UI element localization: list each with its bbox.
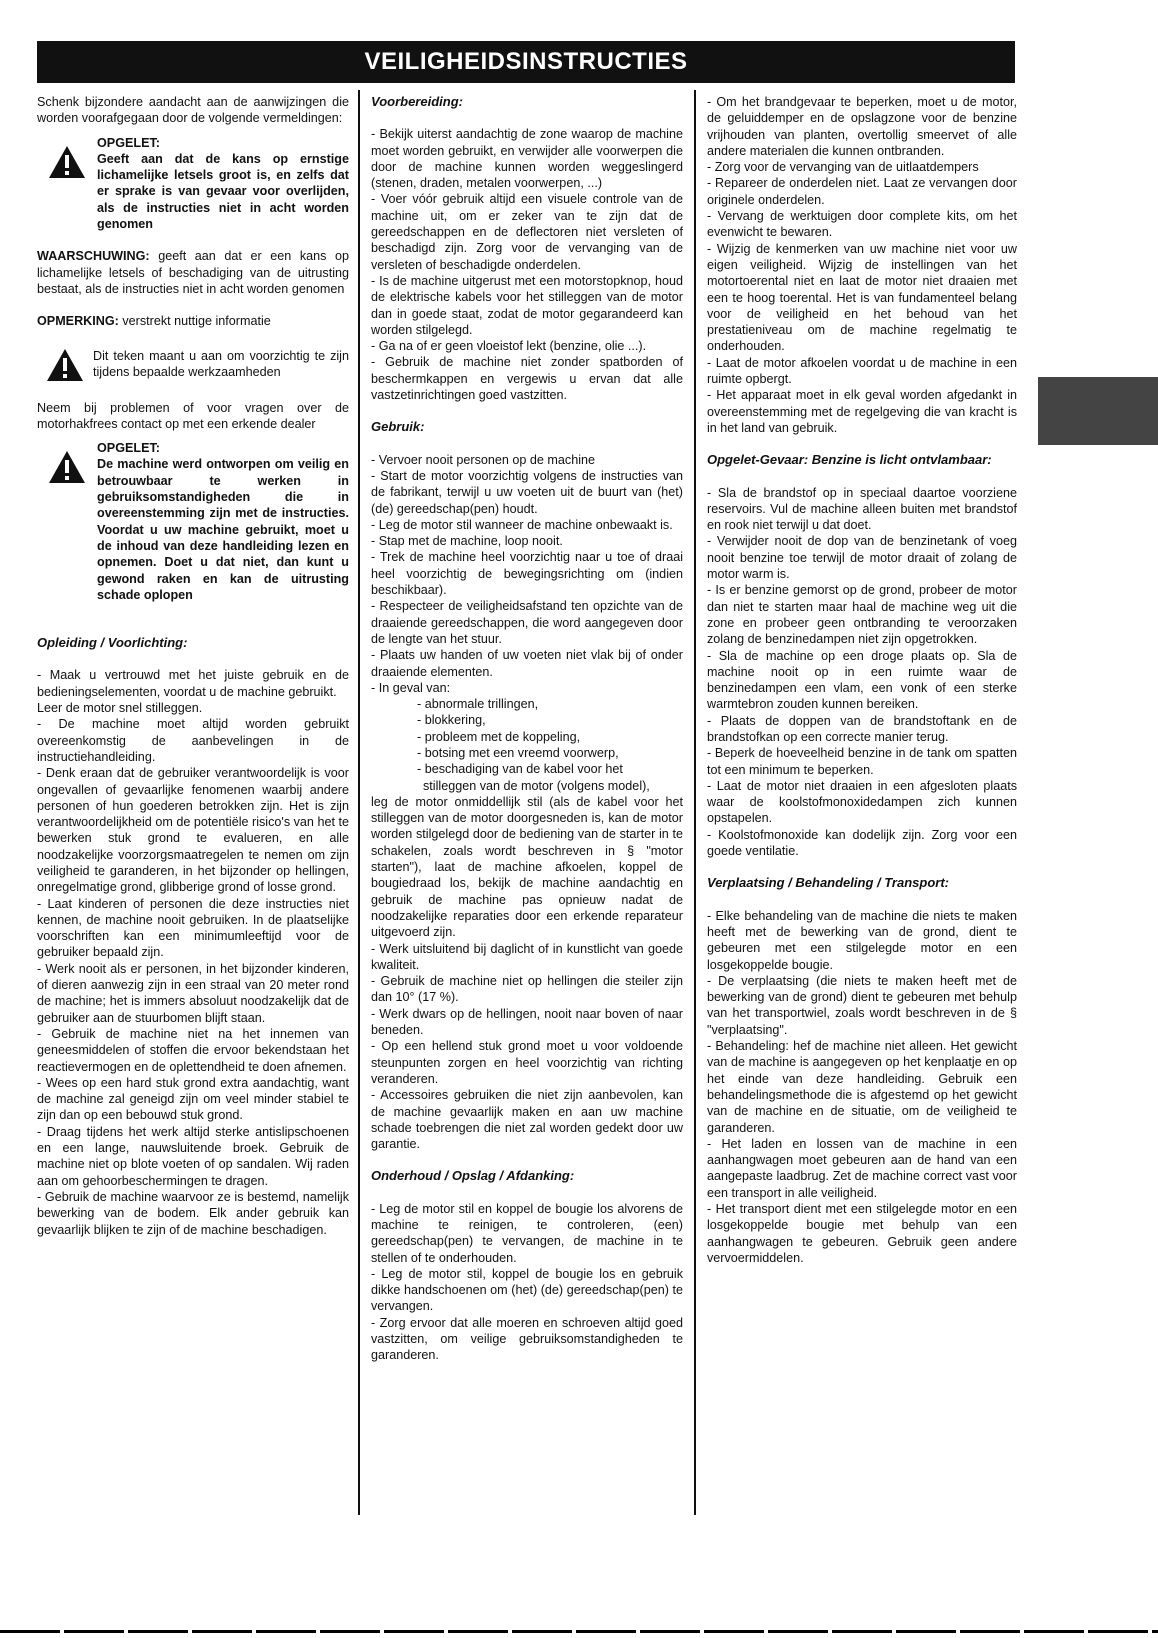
paragraph: Leer de motor snel stilleggen. bbox=[37, 701, 203, 716]
paragraph: - Sla de brandstof op in speciaal daartoe voorziene reservoirs. Vul de machine alleen buiten met brandstof en rook niet terwijl u dat doet. bbox=[707, 485, 1017, 533]
paragraph: - Stap met de machine, loop nooit. bbox=[371, 534, 563, 549]
section-heading-verplaatsing: Verplaatsing / Behandeling / Transport: bbox=[707, 875, 949, 891]
paragraph: - Plaats uw handen of uw voeten niet vlak bij of onder draaiende elementen. bbox=[371, 648, 683, 679]
paragraph: - Vervang de werktuigen door complete kits, om het evenwicht te bewaren. bbox=[707, 209, 1017, 240]
paragraph: - Accessoires gebruiken die niet zijn aanbevolen, kan de machine gevaarlijk maken en aan uw machine schade toebrengen die niet zal worden gedekt door uw garantie. bbox=[371, 1088, 683, 1152]
opleiding-list bbox=[37, 667, 349, 1237]
sub-item: - beschadiging van de kabel voor het bbox=[417, 762, 623, 777]
paragraph: - Gebruik de machine waarvoor ze is bestemd, namelijk bewerking van de bodem. Elk ander gebruik kan gevaarlijk blijken te zijn of de machine beschadigen. bbox=[37, 1189, 349, 1237]
paragraph: - Ga na of er geen vloeistof lekt (benzine, olie ...). bbox=[371, 339, 647, 354]
opmerking-text bbox=[37, 313, 349, 329]
paragraph: - Werk dwars op de hellingen, nooit naar boven of naar beneden. bbox=[371, 1006, 683, 1038]
waarschuwing-text bbox=[37, 248, 349, 297]
paragraph: - Leg de motor stil, koppel de bougie los en gebruik dikke handschoenen om (het) (de) gereedschap(pen) te vervangen. bbox=[371, 1266, 683, 1314]
verplaatsing-list bbox=[707, 908, 1017, 1267]
paragraph: - Werk nooit als er personen, in het bijzonder kinderen, of dieren aanwezig zijn in een straal van 20 meter rond de machine; het is immers absoluut noodzakelijk dat de gebruiker aan de stuurbomen blijft staan. bbox=[37, 961, 349, 1025]
paragraph: - Het apparaat moet in elk geval worden afgedankt in overeenstemming met de regelgeving die van kracht is in het land van gebruik. bbox=[707, 388, 1017, 435]
paragraph: - Behandeling: hef de machine niet alleen. Het gewicht van de machine is aangegeven op het kenplaatje en op het einde van deze handleiding. Gebruik een behandelingsmethode die is afgestemd op het gewicht van de machine en de situatie, om de veiligheid te garanderen. bbox=[707, 1039, 1017, 1135]
gebruik-list bbox=[371, 452, 683, 1153]
paragraph: - Verwijder nooit de dop van de benzinetank of voeg nooit benzine toe terwijl de motor draait of zolang de motor warm is. bbox=[707, 534, 1017, 582]
waarschuwing-label: WAARSCHUWING: bbox=[37, 249, 150, 264]
warning-text: De machine werd ontworpen om veilig en betrouwbaar te werken in gebruiksomstandigheden die in overeenstemming zijn met de instructies. Voordat u uw machine gebruikt, moet u de inhoud van deze handleiding lezen en opnemen. Doet u dat niet, dan kunt u gewond raken en kan de uitrusting schade oplopen bbox=[97, 457, 349, 602]
paragraph: - Bekijk uiterst aandachtig de zone waarop de machine moet worden gebruikt, en verwijder alle voorwerpen die door de machine kunnen worden weggeslingerd (stenen, draden, metalen voorwerpen, ...) bbox=[371, 127, 683, 191]
sub-item: - botsing met een vreemd voorwerp, bbox=[417, 745, 619, 760]
warning-block-1 bbox=[37, 135, 349, 233]
paragraph: - De verplaatsing (die niets te maken heeft met de bewerking van de grond) dient te gebeuren met behulp van het transportwiel, zoals wordt beschreven in de § "verplaatsing". bbox=[707, 973, 1017, 1037]
paragraph: - Leg de motor stil wanneer de machine onbewaakt is. bbox=[371, 517, 673, 532]
paragraph: - Gebruik de machine niet na het innemen van geneesmiddelen of stoffen die ervoor bekendstaan het reactievermogen en de oplettendheid te doen afnemen. bbox=[37, 1026, 349, 1074]
warning-triangle-icon bbox=[37, 135, 97, 189]
paragraph: leg de motor onmiddellijk stil (als de kabel voor het stilleggen van de motor doorgesneden is, kan de motor worden stilgelegd door de bediening van de starter in te schakelen, zoals wordt beschreven in § "motor starten"), laat de machine afkoelen, koppel de bougiedraad los, bekijk de machine aandachtig en gebruik de machine pas opnieuw nadat de noodzakelijke reparaties door een erkende reparateur uitgevoerd zijn. bbox=[371, 794, 683, 940]
section-heading-onderhoud: Onderhoud / Opslag / Afdanking: bbox=[371, 1168, 575, 1184]
page-title: VEILIGHEIDSINSTRUCTIES bbox=[37, 41, 1015, 83]
paragraph: - Het transport dient met een stilgelegde motor en een losgekoppelde bougie met behulp van een aanhangwagen te gebeuren. Gebruik geen andere vervoermiddelen. bbox=[707, 1202, 1017, 1265]
paragraph: - Sla de machine op een droge plaats op. Sla de machine nooit op in een ruimte waar de benzinedampen een vlam, een vonk of een sterke warmtebron zouden kunnen bereiken. bbox=[707, 648, 1017, 712]
section-heading-gebruik: Gebruik: bbox=[371, 419, 425, 435]
column-3 bbox=[707, 94, 1017, 1266]
paragraph: - Draag tijdens het werk altijd sterke antislipschoenen en een lange, nauwsluitende broek. Gebruik de machine niet op blote voeten of op sandalen. Wij raden aan om gehoorbeschermingen te dragen. bbox=[37, 1124, 349, 1188]
warning-text: Geeft aan dat de kans op ernstige lichamelijke letsels groot is, en zelfs dat er sprake is van gevaar voor overlijden, als de instructies niet in acht worden genomen bbox=[97, 151, 349, 232]
paragraph: - Repareer de onderdelen niet. Laat ze vervangen door originele onderdelen. bbox=[707, 176, 1017, 207]
warning-block-2 bbox=[37, 440, 349, 603]
benzine-list bbox=[707, 485, 1017, 860]
paragraph: - Op een hellend stuk grond moet u voor voldoende steunpunten zorgen en heel voorzichtig van richting veranderen. bbox=[371, 1039, 683, 1086]
waarschuwing-body: geeft aan dat er een kans op lichamelijke letsels of beschadiging van de uitrusting bestaat, als de instructies niet in acht worden genomen bbox=[37, 249, 349, 296]
paragraph: - Zorg voor de vervanging van de uitlaatdempers bbox=[707, 160, 979, 175]
voorbereiding-list bbox=[371, 126, 683, 403]
paragraph: - Denk eraan dat de gebruiker verantwoordelijk is voor ongevallen of gevaarlijke fenomenen waarbij andere personen of hun goederen betrokken zijn. Het is zijn verantwoordelijkheid om de potentiële risico's van het te bewerken stuk grond te evalueren, en alle noodzakelijke voorzorgsmaatregelen te nemen om zijn veiligheid te garanderen, in het bijzonder op hellingen, onregelmatige grond, glibberige grond of losse grond. bbox=[37, 766, 349, 895]
opmerking-body: verstrekt nuttige informatie bbox=[118, 314, 271, 329]
paragraph: - In geval van: bbox=[371, 680, 451, 695]
opmerking-label: OPMERKING: bbox=[37, 314, 119, 329]
notice-block bbox=[37, 338, 349, 392]
paragraph: - Wees op een hard stuk grond extra aandachtig, want de machine zal geneigd zijn om veel minder stabiel te zijn dan op een bebouwd stuk grond. bbox=[37, 1075, 349, 1123]
paragraph: - Voer vóór gebruik altijd een visuele controle van de machine uit, om er zeker van te zijn dat de gereedschappen en de deflectoren niet versleten of beschadigd zijn. Zorg voor de vervanging van de versleten of beschadigde onderdelen. bbox=[371, 192, 683, 272]
paragraph: - Laat kinderen of personen die deze instructies niet kennen, de machine nooit gebruiken. In de plaatselijke voorschriften kan een minimumleeftijd voor de gebruiker bepaald zijn. bbox=[37, 896, 349, 960]
warning-title: OPGELET: bbox=[97, 441, 160, 456]
section-tab-marker bbox=[1038, 377, 1158, 445]
column-divider bbox=[694, 90, 696, 1515]
bottom-rule bbox=[0, 1630, 1158, 1633]
paragraph: - Gebruik de machine niet zonder spatborden of beschermkappen en vergewis u ervan dat alle vastzetinrichtingen goed vastzitten. bbox=[371, 355, 683, 403]
column-1 bbox=[37, 94, 349, 1238]
sub-item-continued: stilleggen van de motor (volgens model), bbox=[423, 778, 650, 793]
paragraph: - Respecteer de veiligheidsafstand ten opzichte van de draaiende gereedschappen, die word aangegeven door de lengte van het stuur. bbox=[371, 599, 683, 646]
section-heading-benzine: Opgelet-Gevaar: Benzine is licht ontvlambaar: bbox=[707, 452, 992, 468]
paragraph: - Leg de motor stil en koppel de bougie los alvorens de machine te reinigen, te controleren, (een) gereedschap(pen) te vervangen, de machine in te stellen of te onderhouden. bbox=[371, 1201, 683, 1265]
paragraph: - Laat de motor niet draaien in een afgesloten plaats waar de koolstofmonoxidedampen zich kunnen opstapelen. bbox=[707, 778, 1017, 826]
paragraph: - Zorg ervoor dat alle moeren en schroeven altijd goed vastzitten, om veilige gebruiksomstandigheden te garanderen. bbox=[371, 1315, 683, 1363]
paragraph: - Maak u vertrouwd met het juiste gebruik en de bedieningselementen, voordat u de machine gebruikt. bbox=[37, 668, 349, 699]
paragraph: - Trek de machine heel voorzichtig naar u toe of draai heel voorzichtig de bewegingsrichting om (indien beschikbaar). bbox=[371, 550, 683, 598]
warning-triangle-icon bbox=[37, 338, 93, 392]
paragraph: - Beperk de hoeveelheid benzine in de tank om spatten tot een minimum te beperken. bbox=[707, 746, 1017, 777]
sub-item: - abnormale trillingen, bbox=[417, 697, 539, 712]
paragraph: - Vervoer nooit personen op de machine bbox=[371, 452, 596, 467]
paragraph: - Wijzig de kenmerken van uw machine niet voor uw eigen veiligheid. Wijzig de instellingen van het motortoerental niet en laat de motor niet draaien met een te hoog toerental. Het is van fundamenteel belang voor de veiligheid en het behoud van het prestatieniveau om de machine regelmatig te onderhouden. bbox=[707, 241, 1017, 354]
onderhoud-continued-list bbox=[707, 94, 1017, 436]
paragraph: - Is er benzine gemorst op de grond, probeer de motor dan niet te starten maar haal de machine weg uit die zone en probeer geen ontbranding te veroorzaken zolang de benzinedampen niet zijn opgetrokken. bbox=[707, 583, 1017, 647]
column-divider bbox=[358, 90, 360, 1515]
sub-item: - probleem met de koppeling, bbox=[417, 729, 581, 744]
intro-text: Schenk bijzondere aandacht aan de aanwijzingen die worden voorafgegaan door de volgende vermeldingen: bbox=[37, 95, 349, 126]
warning-triangle-icon bbox=[37, 440, 97, 494]
paragraph: - Laat de motor afkoelen voordat u de machine in een ruimte opbergt. bbox=[707, 355, 1017, 387]
notice-text: Dit teken maant u aan om voorzichtig te zijn tijdens bepaalde werkzaamheden bbox=[93, 348, 349, 379]
section-heading-voorbereiding: Voorbereiding: bbox=[371, 94, 463, 109]
paragraph: - Elke behandeling van de machine die niets te maken heeft met de bewerking van de grond, dient te gebeuren met een stilgelegde motor en een losgekoppelde bougie. bbox=[707, 908, 1017, 972]
paragraph: - Om het brandgevaar te beperken, moet u de motor, de geluiddemper en de opslagzone voor de benzine vrijhouden van planten, overtollig smeervet of alle andere materialen die kunnen ontbranden. bbox=[707, 95, 1017, 158]
paragraph: - Werk uitsluitend bij daglicht of in kunstlicht van goede kwaliteit. bbox=[371, 941, 683, 972]
paragraph: - Is de machine uitgerust met een motorstopknop, houd de elektrische kabels voor het stilleggen van de motor dan in goede staat, zodat de motor gegarandeerd kan worden stilgelegd. bbox=[371, 273, 683, 337]
paragraph: - Gebruik de machine niet op hellingen die steiler zijn dan 10° (17 %). bbox=[371, 974, 683, 1005]
onderhoud-list bbox=[371, 1201, 683, 1364]
sub-item: - blokkering, bbox=[417, 713, 486, 728]
paragraph: - Het laden en lossen van de machine in een aanhangwagen moet gebeuren aan de hand van een aangepaste laadbrug. Zet de machine correct vast voor een transport in alle veiligheid. bbox=[707, 1136, 1017, 1200]
column-2 bbox=[371, 94, 683, 1364]
paragraph: - Start de motor voorzichtig volgens de instructies van de fabrikant, terwijl u uw voeten uit de buurt van (het) (de) gereedschap(pen) houdt. bbox=[371, 468, 683, 516]
paragraph: - Koolstofmonoxide kan dodelijk zijn. Zorg voor een goede ventilatie. bbox=[707, 827, 1017, 859]
warning-title: OPGELET: bbox=[97, 135, 160, 150]
dealer-text: Neem bij problemen of voor vragen over de motorhakfrees contact op met een erkende dealer bbox=[37, 400, 349, 431]
paragraph: - De machine moet altijd worden gebruikt overeenkomstig de aanbevelingen in de instructiehandleiding. bbox=[37, 717, 349, 764]
paragraph: - Plaats de doppen van de brandstoftank en de brandstofkan op een correcte manier terug. bbox=[707, 713, 1017, 744]
section-heading-opleiding: Opleiding / Voorlichting: bbox=[37, 635, 188, 651]
